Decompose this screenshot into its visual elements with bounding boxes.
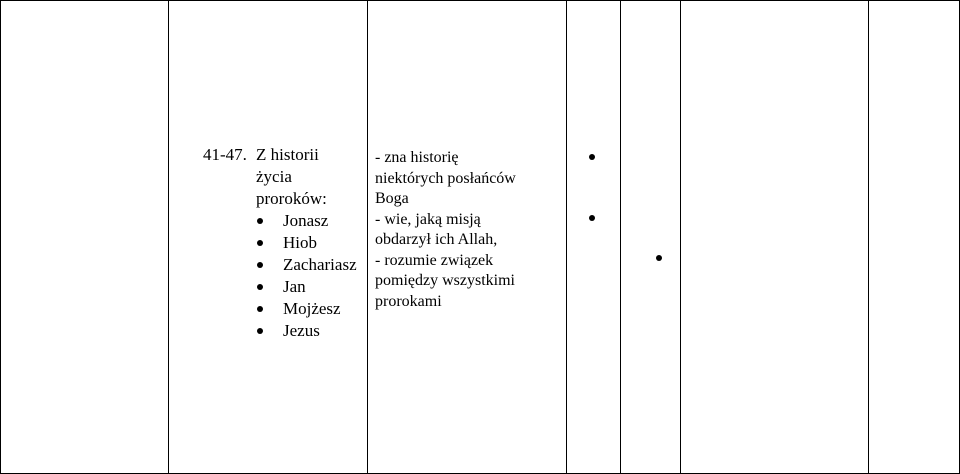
prophet-name: Zachariasz — [283, 255, 357, 274]
list-item — [203, 232, 368, 254]
column-divider — [0, 0, 1, 474]
topic-heading — [203, 144, 368, 210]
bullet-icon — [203, 218, 283, 224]
bullet-dot-icon — [589, 215, 595, 221]
bullet-icon — [203, 284, 283, 290]
requirement-line: prorokami — [375, 292, 442, 310]
list-item — [203, 254, 368, 276]
prophet-name: Jezus — [283, 321, 320, 340]
topic-title — [256, 144, 368, 210]
topic-title-line: Z historii — [256, 145, 319, 164]
column-divider — [620, 0, 621, 474]
prophet-name: Mojżesz — [283, 299, 341, 318]
bullet-dot-icon — [589, 154, 595, 160]
bullet-icon — [203, 240, 283, 246]
prophet-name: Hiob — [283, 233, 317, 252]
topic-cell — [203, 144, 368, 342]
requirement-line: Boga — [375, 190, 409, 207]
bullet-icon — [203, 328, 283, 334]
column-divider — [680, 0, 681, 474]
topic-title-line: życia — [256, 167, 292, 186]
column-divider — [566, 0, 567, 474]
prophet-name: Jonasz — [283, 211, 329, 230]
column-divider — [868, 0, 869, 474]
requirement-line: - zna historię — [375, 149, 459, 166]
requirements-cell — [375, 148, 565, 312]
list-item — [203, 320, 368, 342]
lesson-number: 41-47. — [203, 145, 247, 164]
requirement-line: obdarzył ich Allah, — [375, 231, 498, 248]
table-top-border — [0, 0, 960, 1]
bullet-dot-icon — [656, 255, 662, 261]
topic-title-line: proroków: — [256, 189, 327, 208]
list-item — [203, 276, 368, 298]
requirement-line: pomiędzy wszystkimi — [375, 272, 515, 289]
prophet-name: Jan — [283, 277, 306, 296]
bullet-icon — [203, 262, 283, 268]
list-item — [203, 210, 368, 232]
requirement-line: - rozumie związek — [375, 251, 494, 269]
requirement-line: niektórych posłańców — [375, 169, 516, 187]
list-item — [203, 298, 368, 320]
column-divider — [168, 0, 169, 474]
prophet-list — [203, 210, 368, 342]
bullet-icon — [203, 306, 283, 312]
requirement-line: - wie, jaką misją — [375, 210, 481, 228]
